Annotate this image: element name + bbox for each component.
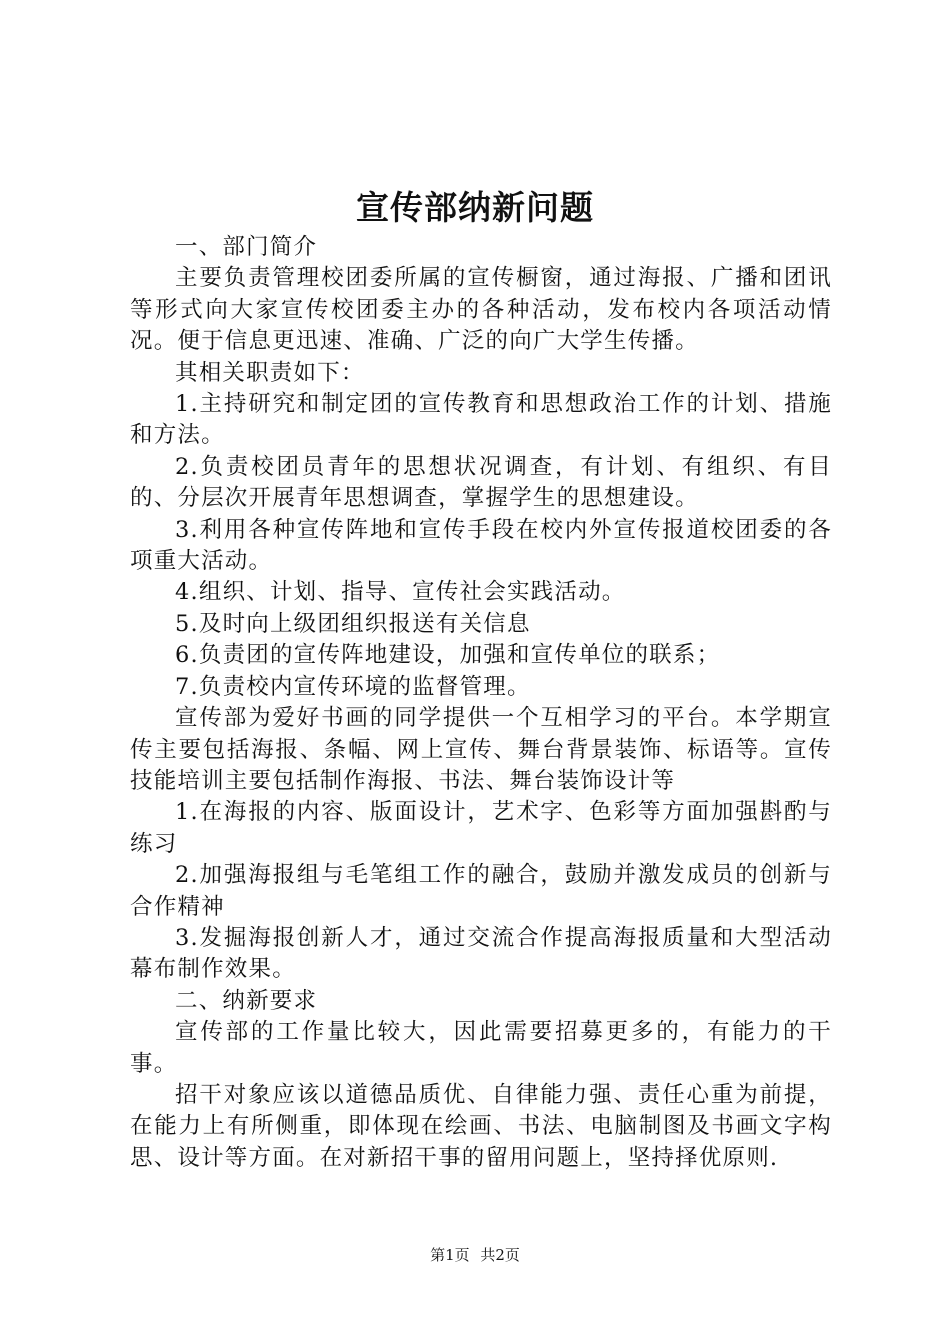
list-item: 2.加强海报组与毛笔组工作的融合，鼓励并激发成员的创新与合作精神	[130, 862, 832, 920]
list-item: 7.负责校内宣传环境的监督管理。	[175, 673, 531, 700]
paragraph: 主要负责管理校团委所属的宣传橱窗，通过海报、广播和团讯等形式向大家宣传校团委主办的各种活动，发布校内各项活动情况。便于信息更迅速、准确、广泛的向广大学生传播。	[130, 265, 832, 355]
page-number: 第1页	[430, 1246, 470, 1264]
paragraph: 宣传部为爱好书画的同学提供一个互相学习的平台。本学期宣传主要包括海报、条幅、网上宣传、舞台背景装饰、标语等。宣传技能培训主要包括制作海报、书法、舞台装饰设计等	[130, 705, 832, 794]
section-heading: 一、部门简介	[175, 234, 318, 260]
list-item: 4.组织、计划、指导、宣传社会实践活动。	[175, 579, 626, 606]
paragraph: 其相关职责如下：	[175, 359, 365, 386]
list-item: 3.利用各种宣传阵地和宣传手段在校内外宣传报道校团委的各项重大活动。	[130, 516, 832, 575]
list-item: 1.主持研究和制定团的宣传教育和思想政治工作的计划、措施和方法。	[130, 391, 832, 449]
section-heading: 二、纳新要求	[175, 987, 318, 1014]
list-item: 6.负责团的宣传阵地建设，加强和宣传单位的联系；	[175, 642, 721, 669]
document-title: 宣传部纳新问题	[356, 188, 594, 227]
document-body	[130, 232, 832, 1174]
list-item: 1.在海报的内容、版面设计，艺术字、色彩等方面加强斟酌与练习	[130, 799, 832, 857]
paragraph: 招干对象应该以道德品质优、自律能力强、责任心重为前提，在能力上有所侧重，即体现在绘画、书法、电脑制图及书画文字构思、设计等方面。在对新招干事的留用问题上，坚持择优原则.	[130, 1081, 832, 1171]
page-total: 共2页	[480, 1246, 520, 1264]
page-footer	[0, 1245, 950, 1265]
list-item: 2.负责校团员青年的思想状况调查，有计划、有组织、有目的、分层次开展青年思想调查，掌握学生的思想建设。	[130, 453, 832, 512]
list-item: 5.及时向上级团组织报送有关信息	[175, 610, 531, 637]
list-item: 3.发掘海报创新人才，通过交流合作提高海报质量和大型活动幕布制作效果。	[130, 924, 832, 983]
paragraph: 宣传部的工作量比较大，因此需要招募更多的，有能力的干事。	[130, 1019, 832, 1077]
